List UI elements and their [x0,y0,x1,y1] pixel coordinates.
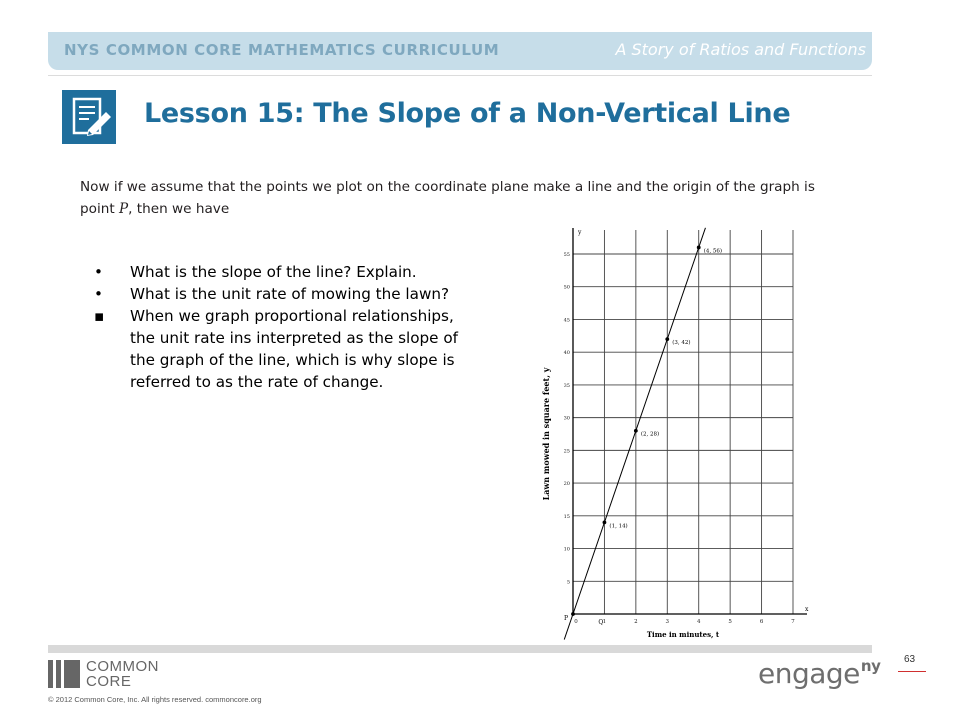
y-tick-label: 30 [563,415,570,422]
brand-sup: ny [860,657,881,675]
list-item-text: When we graph proportional relationships, the unit rate ins interpreted as the slope of the graph of the line, which is why slope is referred to as the rate of change. [130,307,458,391]
bullet-marker: • [94,285,103,303]
engage-ny-logo [758,657,880,690]
logo-line-2: CORE [86,673,132,690]
y-tick-label: 15 [563,513,570,520]
list-item [94,283,464,305]
x-tick-label: 7 [791,619,795,625]
common-core-logo-icon [48,660,80,688]
point-label: (4, 56) [703,248,723,255]
y-tick-label: 5 [566,579,570,586]
data-point [634,429,638,433]
data-point [603,520,607,524]
y-tick-label: 55 [563,252,570,258]
x-tick-label: 1 [602,619,607,625]
pencil-paper-icon [62,90,116,144]
curriculum-title: NYS COMMON CORE MATHEMATICS CURRICULUM [64,41,500,59]
point-label: (1, 14) [609,523,628,530]
point-label: (2, 28) [640,431,660,438]
x-tick-label: 0 [574,619,578,625]
y-tick-label: 25 [563,448,570,455]
list-item [94,305,464,393]
intro-paragraph [80,176,820,220]
x-tick-label: 3 [665,619,670,625]
brand-text: engage [758,657,860,690]
q-label: Q [598,619,604,626]
page-number: 63 [904,654,916,665]
origin-label: P [564,615,569,622]
intro-point-label: P [119,201,129,217]
common-core-logo-text [86,659,159,689]
x-tick-label: 2 [634,619,638,625]
question-list [94,261,464,393]
footer-band [48,645,872,653]
x-tick-label: 4 [696,619,701,625]
y-axis-title: Lawn mowed in square feet, y [541,367,551,501]
data-point [571,612,575,616]
y-tick-label: 10 [563,546,570,553]
header-divider [48,75,872,76]
curriculum-banner [48,32,872,70]
data-point [665,337,669,341]
y-tick-label: 35 [563,382,570,389]
x-axis-title: Time in minutes, t [646,630,720,639]
lesson-title: Lesson 15: The Slope of a Non-Vertical Line [144,98,791,129]
x-tick-label: 6 [759,619,764,625]
data-point [697,246,701,250]
x-axis-letter: x [805,606,809,613]
copyright: © 2012 Common Core, Inc. All rights reserved. commoncore.org [48,695,262,704]
x-tick-label: 5 [728,619,732,625]
bullet-marker: • [94,263,103,281]
page-number-underline [898,671,926,672]
y-tick-label: 20 [563,481,570,488]
y-axis-letter: y [578,229,582,236]
proportional-line [564,228,705,640]
list-item [94,261,464,283]
intro-text-before: Now if we assume that the points we plot on the coordinate plane make a line and the origin of the graph is point [80,179,815,217]
y-tick-label: 45 [563,317,570,324]
y-tick-label: 40 [563,350,570,357]
intro-text-after: , then we have [128,201,230,217]
slope-graph [532,222,832,647]
y-tick-label: 50 [563,284,570,291]
list-item-text: What is the unit rate of mowing the lawn? [130,285,450,303]
point-label: (3, 42) [672,340,691,347]
story-title: A Story of Ratios and Functions [615,40,866,59]
logo-line-1: COMMON [86,658,159,675]
list-item-text: What is the slope of the line? Explain. [130,263,417,281]
bullet-marker: ▪ [94,307,105,325]
